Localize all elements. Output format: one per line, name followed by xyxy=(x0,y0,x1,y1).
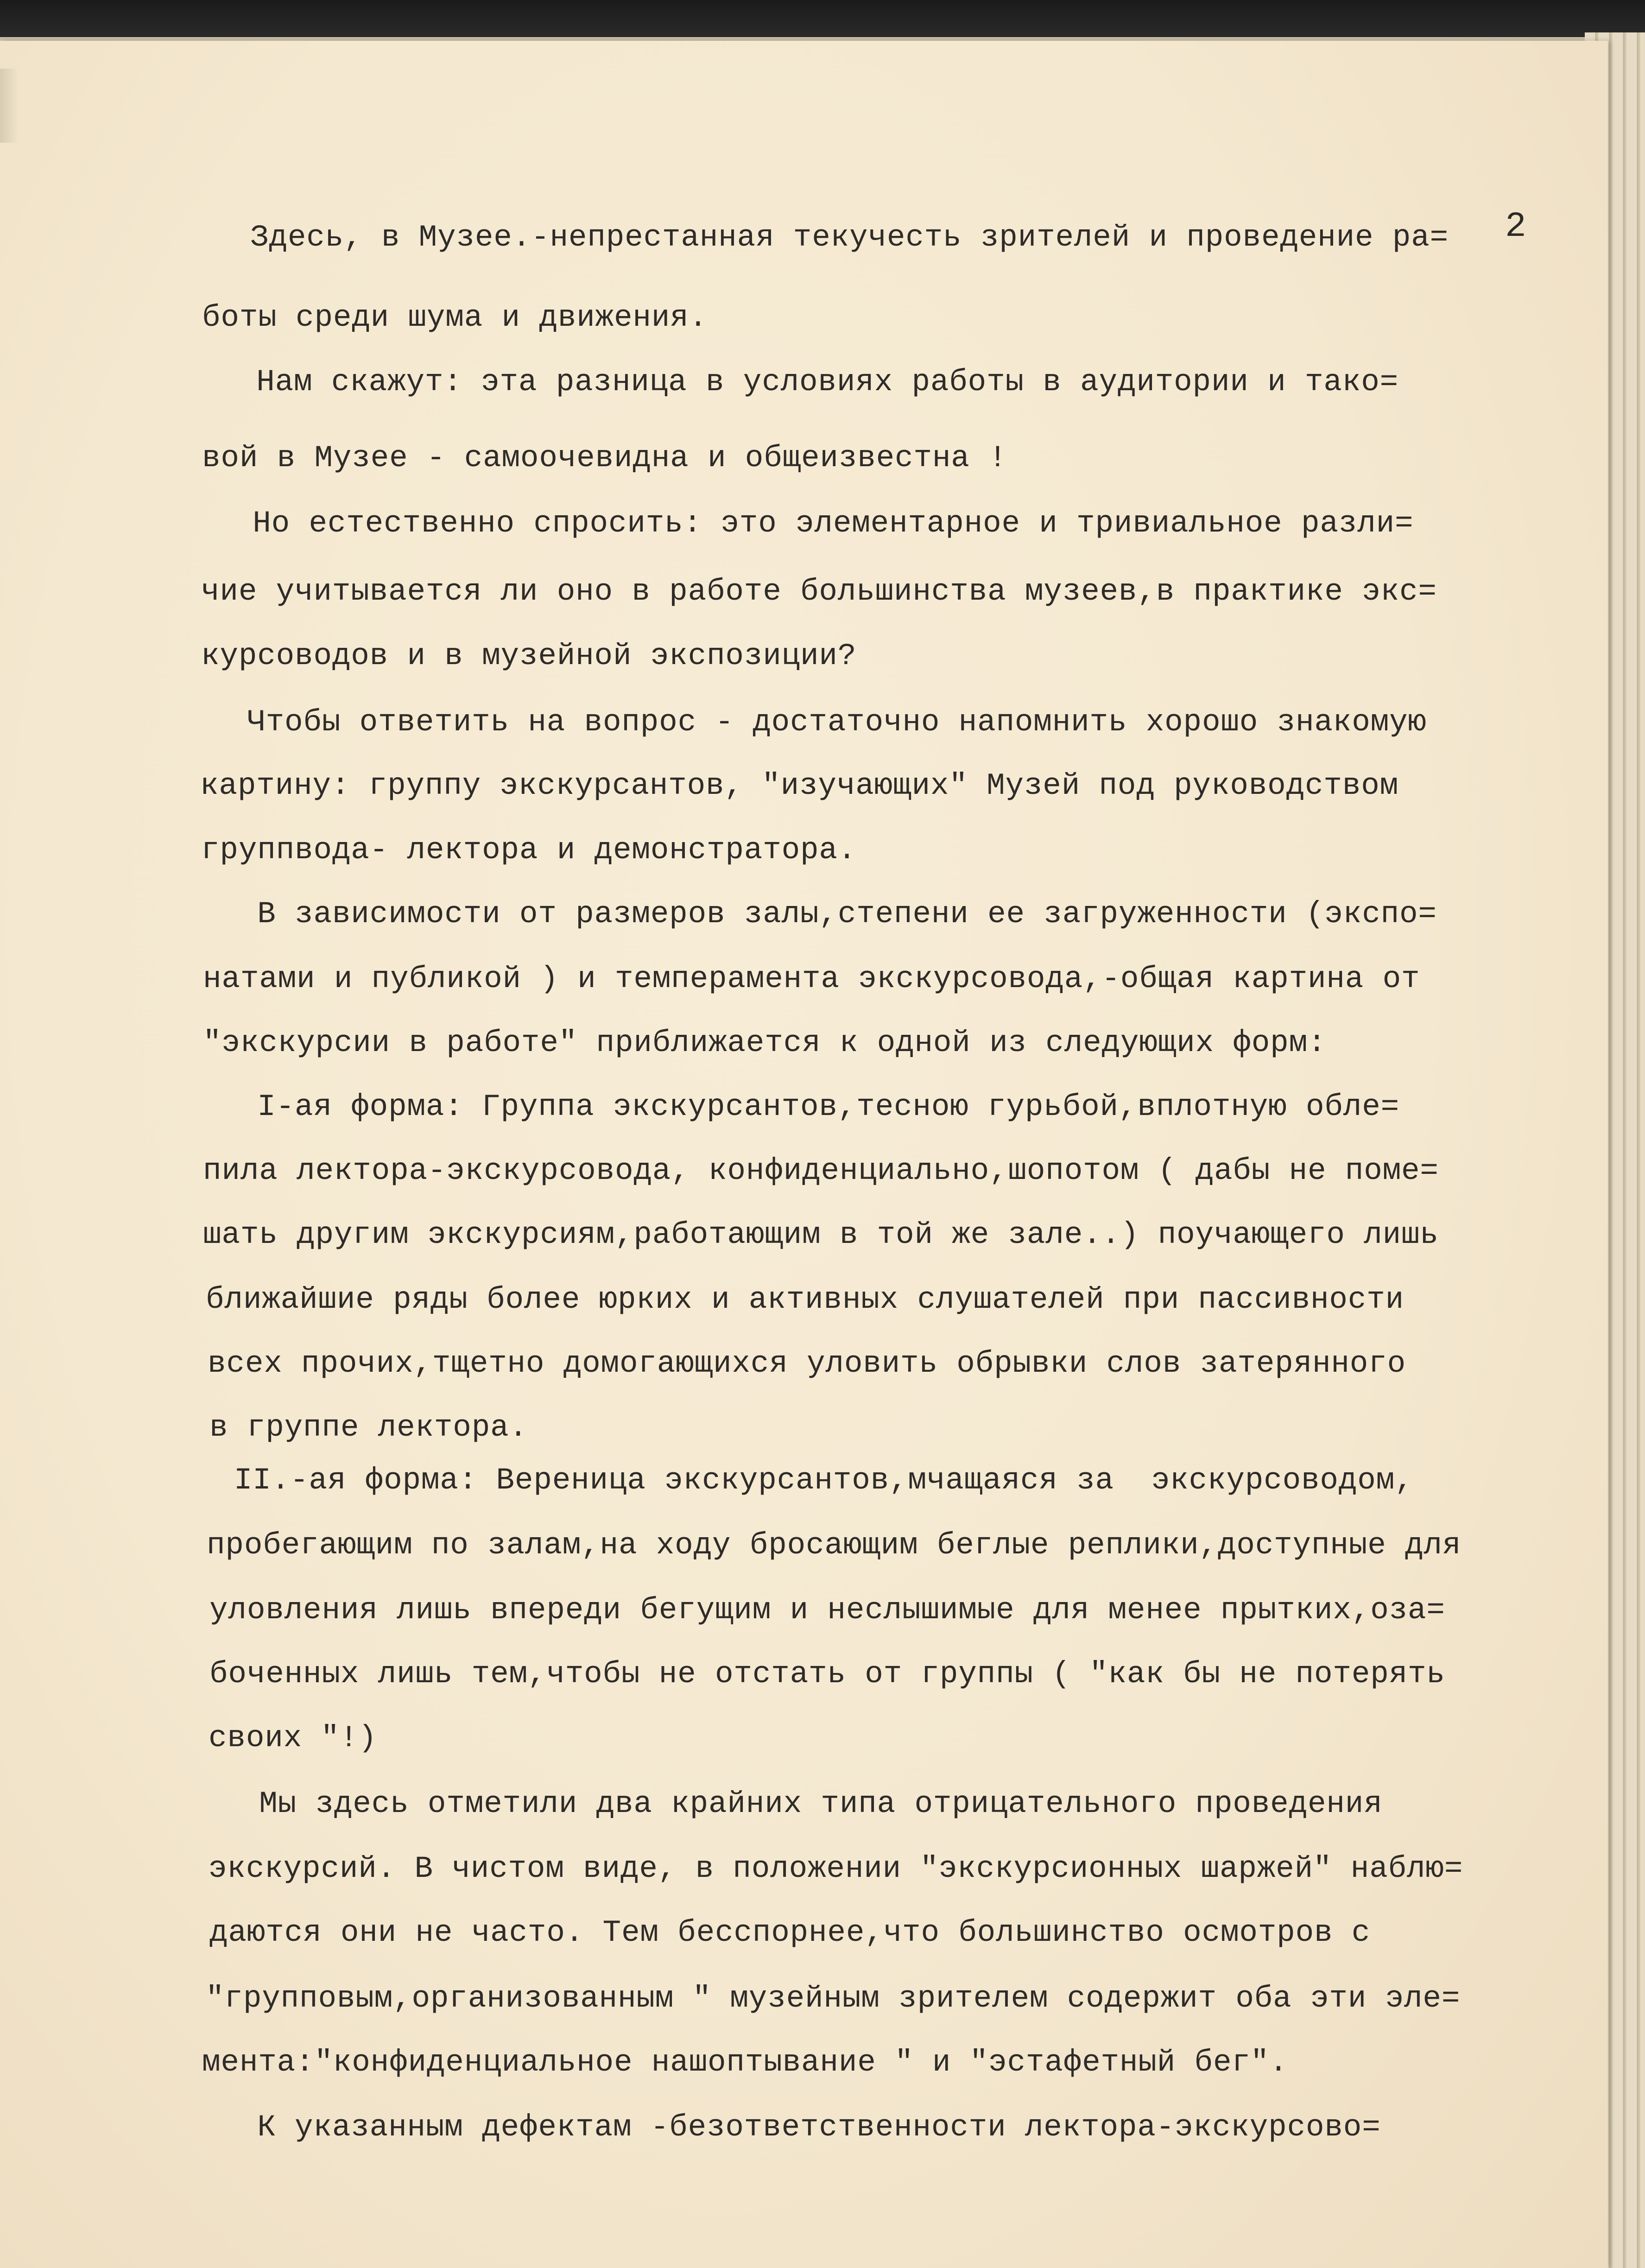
text-line: II.-ая форма: Вереница экскурсантов,мчащаяся за экскурсоводом, xyxy=(196,1463,1414,1498)
text-line: боты среди шума и движения. xyxy=(202,300,708,335)
text-line: своих "!) xyxy=(209,1721,377,1755)
text-line: группвода- лектора и демонстратора. xyxy=(201,833,857,868)
text-line: Здесь, в Музее.-непрестанная текучесть зрителей и проведение ра= xyxy=(250,220,1449,255)
text-line: "групповым,организованным " музейным зрителем содержит оба эти эле= xyxy=(206,1981,1461,2016)
text-line: К указанным дефектам -безответственности лектора-экскурсово= xyxy=(201,2110,1381,2145)
page-left-fold xyxy=(0,69,19,143)
text-line: Мы здесь отметили два крайних типа отрицательного проведения xyxy=(203,1787,1383,1821)
text-line: "экскурсии в работе" приближается к одной из следующих форм: xyxy=(203,1026,1327,1060)
text-line: мента:"конфиденциальное нашоптывание " и "эстафетный бег". xyxy=(202,2045,1288,2080)
text-line: В зависимости от размеров залы,степени ее загруженности (экспо= xyxy=(201,897,1437,931)
page-number: 2 xyxy=(1505,207,1526,247)
text-line: даются они не часто. Тем бесспорнее,что большинство осмотров с xyxy=(209,1915,1371,1950)
text-line: Нам скажут: эта разница в условиях работы в аудитории и тако= xyxy=(200,365,1399,399)
text-line: пробегающим по залам,на ходу бросающим беглые реплики,доступные для xyxy=(207,1528,1462,1563)
text-line: Чтобы ответить на вопрос - достаточно напомнить хорошо знакомую xyxy=(191,705,1427,740)
text-line: картину: группу экскурсантов, "изучающих" Музей под руководством xyxy=(200,768,1399,803)
text-line: экскурсий. В чистом виде, в положении "экскурсионных шаржей" наблю= xyxy=(209,1851,1463,1886)
text-line: чие учитывается ли оно в работе большинства музеев,в практике экс= xyxy=(201,574,1437,609)
text-line: курсоводов и в музейной экспозиции? xyxy=(201,639,857,673)
text-line: ближайшие ряды более юрких и активных слушателей при пассивности xyxy=(206,1282,1405,1317)
scan-background-top xyxy=(0,0,1645,37)
text-line: в группе лектора. xyxy=(209,1410,528,1445)
text-line: боченных лишь тем,чтобы не отстать от группы ( "как бы не потерять xyxy=(209,1657,1445,1691)
text-line: вой в Музее - самоочевидна и общеизвестна ! xyxy=(202,441,1007,475)
text-line: шать другим экскурсиям,работающим в той же зале..) поучающего лишь xyxy=(203,1217,1439,1252)
text-line: пила лектора-экскурсовода, конфиденциально,шопотом ( дабы не поме= xyxy=(203,1153,1439,1188)
text-line: I-ая форма: Группа экскурсантов,тесною гурьбой,вплотную обле= xyxy=(201,1090,1400,1124)
text-line: уловления лишь впереди бегущим и неслышимые для менее прытких,оза= xyxy=(209,1593,1445,1628)
text-line: натами и публикой ) и темперамента экскурсовода,-общая картина от xyxy=(203,962,1420,996)
text-line: всех прочих,тщетно домогающихся уловить обрывки слов затерянного xyxy=(208,1346,1406,1381)
text-line: Но естественно спросить: это элементарное и тривиальное разли= xyxy=(196,506,1414,541)
